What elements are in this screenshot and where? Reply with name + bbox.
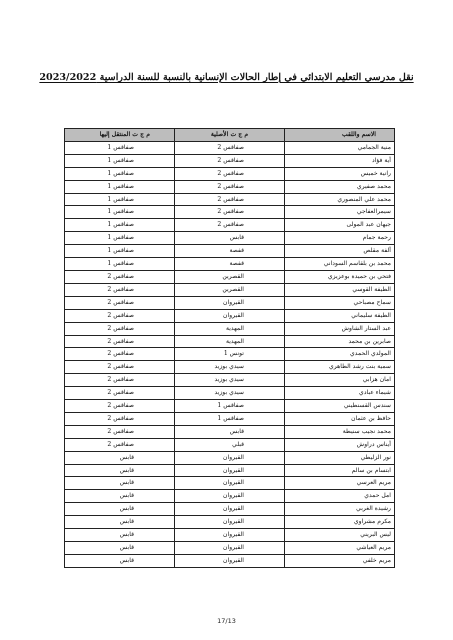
- table-row: [65, 232, 395, 245]
- cell-name: سيمرالعفاجي: [285, 206, 395, 219]
- cell-name: امل حمدي: [285, 490, 395, 503]
- table-row: [65, 451, 395, 464]
- cell-origin: قابس: [175, 425, 285, 438]
- table-row: [65, 245, 395, 258]
- cell-origin: المهدية: [175, 335, 285, 348]
- cell-origin: سيدي بوزيد: [175, 374, 285, 387]
- header-origin: م ج ت الأصلية: [175, 129, 285, 142]
- cell-name: مريم العرسي: [285, 477, 395, 490]
- cell-origin: صفاقس 2: [175, 193, 285, 206]
- table-row: [65, 464, 395, 477]
- table-row: [65, 542, 395, 555]
- cell-name: سمية بنت رشد الطاهري: [285, 361, 395, 374]
- cell-name: محمد علي المنصوري: [285, 193, 395, 206]
- cell-origin: القصرين: [175, 283, 285, 296]
- cell-name: سندس القسنطيني: [285, 400, 395, 413]
- page-number: 17/13: [217, 617, 236, 625]
- cell-destination: صفاقس 2: [65, 387, 175, 400]
- table-row: [65, 322, 395, 335]
- table-row: [65, 554, 395, 567]
- cell-destination: صفاقس 1: [65, 180, 175, 193]
- cell-destination: صفاقس 2: [65, 400, 175, 413]
- cell-name: رحمة جمام: [285, 232, 395, 245]
- cell-name: الطيفة سليماني: [285, 309, 395, 322]
- cell-destination: صفاقس 1: [65, 167, 175, 180]
- cell-name: عبد الستار الشاوش: [285, 322, 395, 335]
- cell-name: شيماء عبادي: [285, 387, 395, 400]
- table-row: [65, 503, 395, 516]
- cell-destination: صفاقس 1: [65, 232, 175, 245]
- table-row: [65, 270, 395, 283]
- table-row: [65, 141, 395, 154]
- cell-destination: قابس: [65, 554, 175, 567]
- table-header-row: [65, 129, 395, 142]
- cell-name: ابتسام بن سالم: [285, 464, 395, 477]
- cell-name: مكرم مشراوي: [285, 516, 395, 529]
- cell-origin: صفاقس 2: [175, 180, 285, 193]
- table-body: [65, 141, 395, 567]
- cell-name: صابرين بن محمد: [285, 335, 395, 348]
- cell-origin: قفصة: [175, 245, 285, 258]
- cell-destination: قابس: [65, 477, 175, 490]
- table-row: [65, 412, 395, 425]
- table-row: [65, 258, 395, 271]
- cell-origin: القيروان: [175, 529, 285, 542]
- cell-origin: المهدية: [175, 322, 285, 335]
- table-row: [65, 219, 395, 232]
- cell-destination: صفاقس 1: [65, 193, 175, 206]
- cell-destination: صفاقس 1: [65, 258, 175, 271]
- cell-destination: صفاقس 2: [65, 425, 175, 438]
- table-row: [65, 167, 395, 180]
- table-row: [65, 529, 395, 542]
- cell-origin: تونس 1: [175, 348, 285, 361]
- cell-name: أيناس دراوش: [285, 438, 395, 451]
- cell-origin: القيروان: [175, 516, 285, 529]
- cell-origin: القيروان: [175, 451, 285, 464]
- table-row: [65, 477, 395, 490]
- cell-name: مريم خلفي: [285, 554, 395, 567]
- cell-origin: صفاقس 2: [175, 167, 285, 180]
- cell-destination: صفاقس 2: [65, 309, 175, 322]
- cell-name: محمد بن بلقاسم السوداني: [285, 258, 395, 271]
- cell-destination: قابس: [65, 490, 175, 503]
- cell-destination: صفاقس 1: [65, 154, 175, 167]
- cell-destination: قابس: [65, 516, 175, 529]
- cell-destination: صفاقس 2: [65, 296, 175, 309]
- table-row: [65, 283, 395, 296]
- table-row: [65, 438, 395, 451]
- cell-name: امان هزابي: [285, 374, 395, 387]
- cell-origin: صفاقس 2: [175, 154, 285, 167]
- header-name: الاسم واللقب: [285, 129, 395, 142]
- cell-destination: صفاقس 1: [65, 206, 175, 219]
- cell-destination: صفاقس 2: [65, 322, 175, 335]
- cell-destination: صفاقس 2: [65, 412, 175, 425]
- cell-origin: القيروان: [175, 490, 285, 503]
- cell-origin: القصرين: [175, 270, 285, 283]
- cell-origin: سيدي بوزيد: [175, 361, 285, 374]
- cell-destination: صفاقس 2: [65, 335, 175, 348]
- cell-origin: القيروان: [175, 477, 285, 490]
- cell-origin: صفاقس 2: [175, 219, 285, 232]
- table-row: [65, 400, 395, 413]
- table-row: [65, 425, 395, 438]
- cell-destination: صفاقس 1: [65, 245, 175, 258]
- cell-destination: صفاقس 2: [65, 438, 175, 451]
- cell-origin: قفصة: [175, 258, 285, 271]
- cell-origin: قبلي: [175, 438, 285, 451]
- table-row: [65, 296, 395, 309]
- cell-destination: صفاقس 2: [65, 361, 175, 374]
- cell-destination: صفاقس 1: [65, 219, 175, 232]
- cell-name: محمد صفيري: [285, 180, 395, 193]
- table-row: [65, 348, 395, 361]
- cell-name: نور الزليطي: [285, 451, 395, 464]
- table-row: [65, 154, 395, 167]
- table-row: [65, 361, 395, 374]
- table-row: [65, 335, 395, 348]
- cell-origin: القيروان: [175, 309, 285, 322]
- cell-name: جيهان عبد المولى: [285, 219, 395, 232]
- cell-origin: صفاقس 1: [175, 400, 285, 413]
- cell-name: فتحي بن حميدة بوعزيزي: [285, 270, 395, 283]
- cell-destination: صفاقس 2: [65, 283, 175, 296]
- cell-name: حافظ بن عثمان: [285, 412, 395, 425]
- cell-destination: قابس: [65, 451, 175, 464]
- cell-origin: صفاقس 1: [175, 412, 285, 425]
- cell-destination: قابس: [65, 529, 175, 542]
- cell-origin: القيروان: [175, 296, 285, 309]
- cell-origin: القيروان: [175, 554, 285, 567]
- cell-origin: القيروان: [175, 464, 285, 477]
- table-row: [65, 206, 395, 219]
- cell-destination: صفاقس 2: [65, 270, 175, 283]
- cell-origin: صفاقس 2: [175, 206, 285, 219]
- cell-name: ألفة مقلص: [285, 245, 395, 258]
- cell-name: محمد نجيب سنيطة: [285, 425, 395, 438]
- cell-destination: صفاقس 1: [65, 141, 175, 154]
- cell-origin: سيدي بوزيد: [175, 387, 285, 400]
- cell-name: سماح مصباحي: [285, 296, 395, 309]
- document-title: نقل مدرسي التعليم الابتدائي في إطار الحالات الإنسانية بالنسبة للسنة الدراسية 2023/2022: [39, 72, 414, 83]
- table-row: [65, 193, 395, 206]
- cell-destination: قابس: [65, 503, 175, 516]
- cell-origin: القيروان: [175, 503, 285, 516]
- cell-name: مريم العياشي: [285, 542, 395, 555]
- cell-destination: صفاقس 2: [65, 348, 175, 361]
- table-row: [65, 180, 395, 193]
- cell-origin: قابس: [175, 232, 285, 245]
- cell-name: أية فؤاد: [285, 154, 395, 167]
- cell-name: منية الجمامي: [285, 141, 395, 154]
- cell-name: الطيفة القوسي: [285, 283, 395, 296]
- header-destination: م ج ت المنتقل إليها: [65, 129, 175, 142]
- table-row: [65, 490, 395, 503]
- cell-name: رانية خميس: [285, 167, 395, 180]
- cell-origin: صفاقس 2: [175, 141, 285, 154]
- transfer-table: [64, 128, 395, 568]
- cell-name: ليس البريني: [285, 529, 395, 542]
- cell-destination: قابس: [65, 464, 175, 477]
- cell-name: المولدي الحمدي: [285, 348, 395, 361]
- cell-destination: قابس: [65, 542, 175, 555]
- cell-destination: صفاقس 2: [65, 374, 175, 387]
- cell-name: رشيدة الغربي: [285, 503, 395, 516]
- cell-origin: القيروان: [175, 542, 285, 555]
- table-row: [65, 374, 395, 387]
- table-row: [65, 387, 395, 400]
- table-row: [65, 309, 395, 322]
- table-row: [65, 516, 395, 529]
